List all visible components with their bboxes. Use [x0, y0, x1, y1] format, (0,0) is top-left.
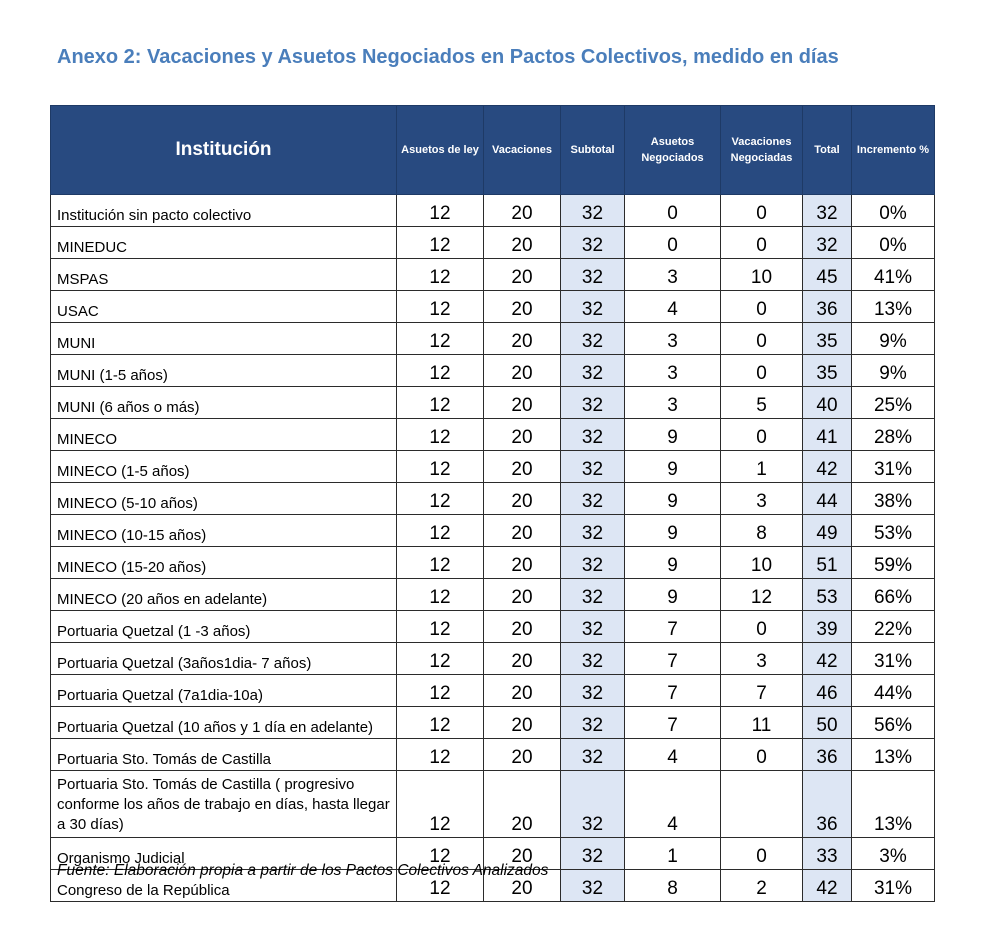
cell-subtotal: 32 [561, 870, 625, 902]
cell-vacaciones-negociadas: 0 [721, 838, 803, 870]
cell-vacaciones-negociadas [721, 771, 803, 838]
cell-vacaciones: 20 [484, 707, 561, 739]
cell-asuetos-ley: 12 [397, 643, 484, 675]
cell-asuetos-negociados: 9 [625, 483, 721, 515]
cell-asuetos-ley: 12 [397, 611, 484, 643]
source-note: Fuente: Elaboración propia a partir de los Pactos Colectivos Analizados [57, 862, 549, 879]
cell-subtotal: 32 [561, 838, 625, 870]
cell-vacaciones: 20 [484, 387, 561, 419]
cell-asuetos-ley: 12 [397, 739, 484, 771]
cell-subtotal: 32 [561, 515, 625, 547]
cell-subtotal: 32 [561, 195, 625, 227]
cell-subtotal: 32 [561, 259, 625, 291]
cell-asuetos-negociados: 9 [625, 579, 721, 611]
cell-institucion: MINECO (15-20 años) [51, 547, 397, 579]
cell-vacaciones-negociadas: 8 [721, 515, 803, 547]
cell-institucion: MSPAS [51, 259, 397, 291]
cell-institucion: Organismo Judicial [51, 838, 397, 870]
cell-subtotal: 32 [561, 291, 625, 323]
cell-total: 42 [803, 451, 852, 483]
cell-vacaciones-negociadas: 0 [721, 611, 803, 643]
cell-subtotal: 32 [561, 451, 625, 483]
cell-vacaciones-negociadas: 11 [721, 707, 803, 739]
cell-incremento: 28% [852, 419, 935, 451]
cell-institucion: MINEDUC [51, 227, 397, 259]
cell-vacaciones-negociadas: 0 [721, 323, 803, 355]
cell-institucion: Portuaria Quetzal (3años1dia- 7 años) [51, 643, 397, 675]
cell-institucion: Institución sin pacto colectivo [51, 195, 397, 227]
cell-subtotal: 32 [561, 547, 625, 579]
cell-subtotal: 32 [561, 323, 625, 355]
cell-vacaciones: 20 [484, 838, 561, 870]
cell-subtotal: 32 [561, 771, 625, 838]
cell-vacaciones: 20 [484, 259, 561, 291]
cell-total: 49 [803, 515, 852, 547]
cell-incremento: 31% [852, 870, 935, 902]
cell-asuetos-negociados: 7 [625, 643, 721, 675]
cell-incremento: 0% [852, 227, 935, 259]
cell-subtotal: 32 [561, 643, 625, 675]
cell-incremento: 25% [852, 387, 935, 419]
cell-asuetos-ley: 12 [397, 838, 484, 870]
cell-total: 42 [803, 870, 852, 902]
cell-institucion: Portuaria Quetzal (10 años y 1 día en adelante) [51, 707, 397, 739]
cell-asuetos-ley: 12 [397, 323, 484, 355]
cell-vacaciones-negociadas: 3 [721, 483, 803, 515]
cell-subtotal: 32 [561, 707, 625, 739]
cell-vacaciones: 20 [484, 547, 561, 579]
cell-subtotal: 32 [561, 611, 625, 643]
cell-total: 35 [803, 355, 852, 387]
cell-total: 41 [803, 419, 852, 451]
table-row [51, 579, 935, 611]
cell-incremento: 44% [852, 675, 935, 707]
cell-incremento: 41% [852, 259, 935, 291]
cell-institucion: MINECO (20 años en adelante) [51, 579, 397, 611]
table-row [51, 291, 935, 323]
cell-vacaciones-negociadas: 7 [721, 675, 803, 707]
table-row [51, 515, 935, 547]
cell-institucion: MUNI [51, 323, 397, 355]
cell-total: 45 [803, 259, 852, 291]
cell-vacaciones: 20 [484, 419, 561, 451]
cell-asuetos-ley: 12 [397, 291, 484, 323]
cell-total: 40 [803, 387, 852, 419]
cell-asuetos-negociados: 4 [625, 771, 721, 838]
cell-asuetos-negociados: 0 [625, 227, 721, 259]
header-vacaciones: Vacaciones [484, 106, 561, 195]
cell-asuetos-negociados: 0 [625, 195, 721, 227]
cell-asuetos-ley: 12 [397, 771, 484, 838]
cell-incremento: 31% [852, 451, 935, 483]
cell-total: 32 [803, 227, 852, 259]
table-row [51, 707, 935, 739]
cell-subtotal: 32 [561, 739, 625, 771]
table-row [51, 355, 935, 387]
cell-incremento: 66% [852, 579, 935, 611]
cell-vacaciones: 20 [484, 579, 561, 611]
cell-asuetos-negociados: 4 [625, 291, 721, 323]
cell-institucion: MUNI (6 años o más) [51, 387, 397, 419]
cell-asuetos-negociados: 7 [625, 707, 721, 739]
cell-total: 44 [803, 483, 852, 515]
table-row [51, 451, 935, 483]
cell-institucion: Portuaria Quetzal (7a1dia-10a) [51, 675, 397, 707]
cell-asuetos-negociados: 3 [625, 355, 721, 387]
cell-vacaciones-negociadas: 12 [721, 579, 803, 611]
cell-institucion: MINECO (1-5 años) [51, 451, 397, 483]
cell-vacaciones: 20 [484, 771, 561, 838]
cell-vacaciones-negociadas: 0 [721, 739, 803, 771]
page-title: Anexo 2: Vacaciones y Asuetos Negociados en Pactos Colectivos, medido en días [57, 46, 839, 68]
table-row [51, 771, 935, 838]
cell-incremento: 13% [852, 291, 935, 323]
table-row [51, 259, 935, 291]
cell-asuetos-ley: 12 [397, 259, 484, 291]
cell-asuetos-negociados: 3 [625, 387, 721, 419]
cell-incremento: 38% [852, 483, 935, 515]
table-row [51, 419, 935, 451]
cell-total: 36 [803, 771, 852, 838]
cell-institucion: Portuaria Sto. Tomás de Castilla ( progresivo conforme los años de trabajo en días, hasta llegar a 30 días) [51, 771, 397, 838]
cell-asuetos-ley: 12 [397, 547, 484, 579]
cell-vacaciones: 20 [484, 291, 561, 323]
cell-total: 53 [803, 579, 852, 611]
table-row [51, 643, 935, 675]
cell-asuetos-negociados: 7 [625, 611, 721, 643]
cell-vacaciones: 20 [484, 195, 561, 227]
cell-total: 50 [803, 707, 852, 739]
table-body [51, 195, 935, 902]
cell-asuetos-ley: 12 [397, 227, 484, 259]
header-asuetos-ley: Asuetos de ley [397, 106, 484, 195]
cell-vacaciones-negociadas: 0 [721, 419, 803, 451]
cell-asuetos-ley: 12 [397, 355, 484, 387]
cell-subtotal: 32 [561, 483, 625, 515]
cell-total: 33 [803, 838, 852, 870]
cell-vacaciones-negociadas: 10 [721, 259, 803, 291]
cell-asuetos-ley: 12 [397, 579, 484, 611]
cell-vacaciones: 20 [484, 675, 561, 707]
header-total: Total [803, 106, 852, 195]
cell-asuetos-ley: 12 [397, 419, 484, 451]
cell-asuetos-negociados: 9 [625, 547, 721, 579]
cell-vacaciones: 20 [484, 323, 561, 355]
cell-institucion: MINECO (10-15 años) [51, 515, 397, 547]
cell-incremento: 31% [852, 643, 935, 675]
cell-vacaciones: 20 [484, 227, 561, 259]
cell-vacaciones-negociadas: 2 [721, 870, 803, 902]
cell-incremento: 53% [852, 515, 935, 547]
header-asuetos-negociados: Asuetos Negociados [625, 106, 721, 195]
cell-subtotal: 32 [561, 227, 625, 259]
cell-vacaciones: 20 [484, 515, 561, 547]
cell-subtotal: 32 [561, 579, 625, 611]
table-header-row [51, 106, 935, 195]
cell-incremento: 0% [852, 195, 935, 227]
cell-institucion: USAC [51, 291, 397, 323]
cell-asuetos-ley: 12 [397, 483, 484, 515]
cell-vacaciones: 20 [484, 483, 561, 515]
cell-total: 35 [803, 323, 852, 355]
cell-vacaciones-negociadas: 0 [721, 227, 803, 259]
cell-institucion: MUNI (1-5 años) [51, 355, 397, 387]
table-row [51, 739, 935, 771]
cell-subtotal: 32 [561, 355, 625, 387]
cell-vacaciones: 20 [484, 611, 561, 643]
cell-vacaciones-negociadas: 0 [721, 291, 803, 323]
cell-total: 36 [803, 739, 852, 771]
cell-asuetos-ley: 12 [397, 515, 484, 547]
cell-vacaciones: 20 [484, 739, 561, 771]
cell-asuetos-ley: 12 [397, 195, 484, 227]
cell-subtotal: 32 [561, 419, 625, 451]
vacaciones-table [50, 105, 935, 902]
cell-incremento: 9% [852, 323, 935, 355]
cell-vacaciones: 20 [484, 451, 561, 483]
cell-incremento: 22% [852, 611, 935, 643]
table-row [51, 323, 935, 355]
cell-vacaciones-negociadas: 3 [721, 643, 803, 675]
cell-vacaciones-negociadas: 0 [721, 355, 803, 387]
cell-total: 36 [803, 291, 852, 323]
cell-vacaciones-negociadas: 5 [721, 387, 803, 419]
cell-total: 42 [803, 643, 852, 675]
cell-asuetos-negociados: 9 [625, 419, 721, 451]
cell-institucion: MINECO (5-10 años) [51, 483, 397, 515]
cell-asuetos-negociados: 4 [625, 739, 721, 771]
table-row [51, 611, 935, 643]
cell-institucion: Portuaria Sto. Tomás de Castilla [51, 739, 397, 771]
cell-asuetos-negociados: 3 [625, 323, 721, 355]
cell-total: 51 [803, 547, 852, 579]
cell-institucion: Congreso de la República [51, 870, 397, 902]
cell-subtotal: 32 [561, 675, 625, 707]
table-row [51, 387, 935, 419]
cell-total: 39 [803, 611, 852, 643]
cell-asuetos-ley: 12 [397, 451, 484, 483]
cell-asuetos-negociados: 7 [625, 675, 721, 707]
cell-incremento: 56% [852, 707, 935, 739]
cell-vacaciones-negociadas: 10 [721, 547, 803, 579]
cell-total: 32 [803, 195, 852, 227]
header-subtotal: Subtotal [561, 106, 625, 195]
cell-incremento: 59% [852, 547, 935, 579]
cell-vacaciones: 20 [484, 355, 561, 387]
cell-incremento: 3% [852, 838, 935, 870]
cell-incremento: 13% [852, 739, 935, 771]
cell-institucion: Portuaria Quetzal (1 -3 años) [51, 611, 397, 643]
table-row [51, 227, 935, 259]
header-incremento: Incremento % [852, 106, 935, 195]
cell-asuetos-negociados: 9 [625, 515, 721, 547]
cell-asuetos-ley: 12 [397, 387, 484, 419]
table-row [51, 547, 935, 579]
cell-asuetos-negociados: 1 [625, 838, 721, 870]
cell-vacaciones-negociadas: 0 [721, 195, 803, 227]
cell-asuetos-ley: 12 [397, 707, 484, 739]
cell-asuetos-negociados: 3 [625, 259, 721, 291]
cell-incremento: 13% [852, 771, 935, 838]
table-row [51, 195, 935, 227]
cell-subtotal: 32 [561, 387, 625, 419]
cell-asuetos-negociados: 8 [625, 870, 721, 902]
cell-asuetos-ley: 12 [397, 870, 484, 902]
table-row [51, 483, 935, 515]
cell-asuetos-negociados: 9 [625, 451, 721, 483]
header-vacaciones-negociadas: Vacaciones Negociadas [721, 106, 803, 195]
table-row [51, 675, 935, 707]
cell-total: 46 [803, 675, 852, 707]
cell-vacaciones: 20 [484, 870, 561, 902]
cell-vacaciones-negociadas: 1 [721, 451, 803, 483]
cell-asuetos-ley: 12 [397, 675, 484, 707]
cell-vacaciones: 20 [484, 643, 561, 675]
header-institucion: Institución [51, 106, 397, 195]
cell-institucion: MINECO [51, 419, 397, 451]
cell-incremento: 9% [852, 355, 935, 387]
